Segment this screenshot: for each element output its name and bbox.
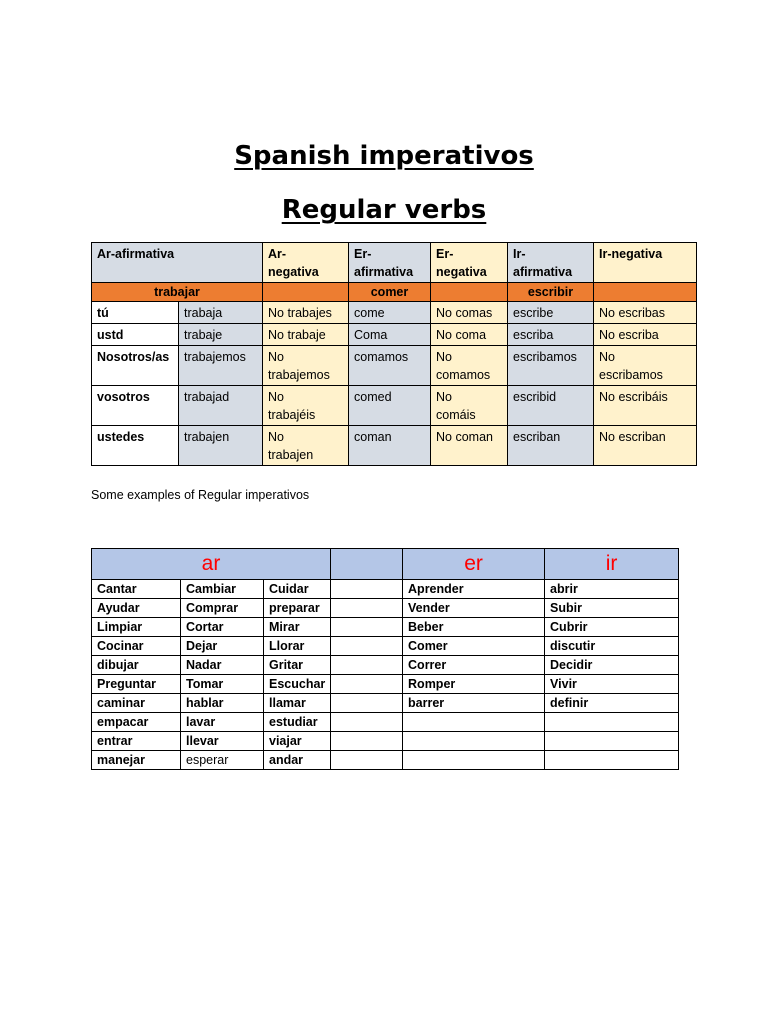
pronoun-cell: ustd [92, 324, 179, 346]
verb-cell: Dejar [181, 637, 264, 656]
verb-cell [403, 732, 545, 751]
table-row: ustd trabaje No trabaje Coma No coma escriba No escriba [92, 324, 697, 346]
verb-cell: Decidir [545, 656, 679, 675]
verb-cell: llamar [264, 694, 331, 713]
verb-cell [331, 713, 403, 732]
verb-cell: dibujar [92, 656, 181, 675]
header-er: er [403, 549, 545, 580]
verb-cell: Beber [403, 618, 545, 637]
verb-cell: preparar [264, 599, 331, 618]
verb-cell: definir [545, 694, 679, 713]
table-row [92, 732, 679, 751]
pronoun-cell: ustedes [92, 426, 179, 466]
verb-cell: Cuidar [264, 580, 331, 599]
verb-row [92, 283, 697, 302]
verb-cell [545, 751, 679, 770]
verb-cell [403, 713, 545, 732]
verb-cell: Escuchar [264, 675, 331, 694]
verb-cell: Cubrir [545, 618, 679, 637]
verb-cell: empacar [92, 713, 181, 732]
verb-cell: Mirar [264, 618, 331, 637]
table-row [92, 618, 679, 637]
verb-cell [331, 732, 403, 751]
verb-cell: viajar [264, 732, 331, 751]
table-row [92, 694, 679, 713]
verb-ar: trabajar [92, 283, 263, 302]
table-row [92, 675, 679, 694]
verb-ir: escribir [508, 283, 594, 302]
header-er-negativa: Er- negativa [431, 243, 508, 283]
table-row: tú trabaja No trabajes come No comas escribe No escribas [92, 302, 697, 324]
pronoun-cell: tú [92, 302, 179, 324]
verb-cell [545, 713, 679, 732]
verb-cell: Preguntar [92, 675, 181, 694]
verbs-header-row [92, 549, 679, 580]
table-row [92, 656, 679, 675]
verb-cell [545, 732, 679, 751]
table-row [92, 751, 679, 770]
verb-cell: caminar [92, 694, 181, 713]
verbs-table [91, 548, 679, 770]
verb-cell: Nadar [181, 656, 264, 675]
verb-cell: entrar [92, 732, 181, 751]
page-title: Spanish imperativos [234, 141, 534, 171]
verb-cell: Cantar [92, 580, 181, 599]
verb-cell: Subir [545, 599, 679, 618]
verb-cell: barrer [403, 694, 545, 713]
verb-cell [331, 675, 403, 694]
verb-cell: lavar [181, 713, 264, 732]
verb-cell: Gritar [264, 656, 331, 675]
verb-cell [331, 599, 403, 618]
conjugation-table [91, 242, 697, 466]
verb-cell: llevar [181, 732, 264, 751]
header-ar-negativa: Ar- negativa [263, 243, 349, 283]
verb-cell: Llorar [264, 637, 331, 656]
header-ir-negativa: Ir-negativa [594, 243, 697, 283]
verb-cell [331, 751, 403, 770]
header-er-afirmativa: Er- afirmativa [349, 243, 431, 283]
table-row: ustedes trabajen No trabajen coman No coman escriban No escriban [92, 426, 697, 466]
table-row: Nosotros/as trabajemos No trabajemos comamos No comamos escribamos No escribamos [92, 346, 697, 386]
examples-note: Some examples of Regular imperativos [91, 488, 310, 502]
verb-cell [403, 751, 545, 770]
verb-cell: Ayudar [92, 599, 181, 618]
verb-cell [331, 637, 403, 656]
verb-cell: Romper [403, 675, 545, 694]
table-row [92, 713, 679, 732]
verb-cell [331, 618, 403, 637]
verb-cell: abrir [545, 580, 679, 599]
verb-cell: Tomar [181, 675, 264, 694]
table-row [92, 637, 679, 656]
verb-cell: Vivir [545, 675, 679, 694]
verb-cell: Vender [403, 599, 545, 618]
pronoun-cell: vosotros [92, 386, 179, 426]
verb-cell: Comprar [181, 599, 264, 618]
verb-cell: estudiar [264, 713, 331, 732]
header-ir: ir [545, 549, 679, 580]
verb-cell: esperar [181, 751, 264, 770]
page-subtitle: Regular verbs [281, 195, 487, 225]
verbs-body [92, 580, 679, 770]
header-ar: ar [92, 549, 331, 580]
verb-cell [331, 580, 403, 599]
header-ir-afirmativa: Ir- afirmativa [508, 243, 594, 283]
verb-cell: Limpiar [92, 618, 181, 637]
verb-cell: Cambiar [181, 580, 264, 599]
verb-cell [331, 694, 403, 713]
verb-cell: Comer [403, 637, 545, 656]
verb-cell: Cortar [181, 618, 264, 637]
table-row [92, 580, 679, 599]
table-row [92, 599, 679, 618]
conjugation-header-row [92, 243, 697, 283]
verb-er: comer [349, 283, 431, 302]
verb-cell: discutir [545, 637, 679, 656]
verb-cell: Aprender [403, 580, 545, 599]
pronoun-cell: Nosotros/as [92, 346, 179, 386]
table-row: vosotros trabajad No trabajéis comed No comáis escribid No escribáis [92, 386, 697, 426]
verb-cell [331, 656, 403, 675]
verb-cell: hablar [181, 694, 264, 713]
verb-cell: Correr [403, 656, 545, 675]
verb-cell: andar [264, 751, 331, 770]
verb-cell: manejar [92, 751, 181, 770]
header-ar-afirmativa: Ar-afirmativa [92, 243, 263, 283]
verb-cell: Cocinar [92, 637, 181, 656]
